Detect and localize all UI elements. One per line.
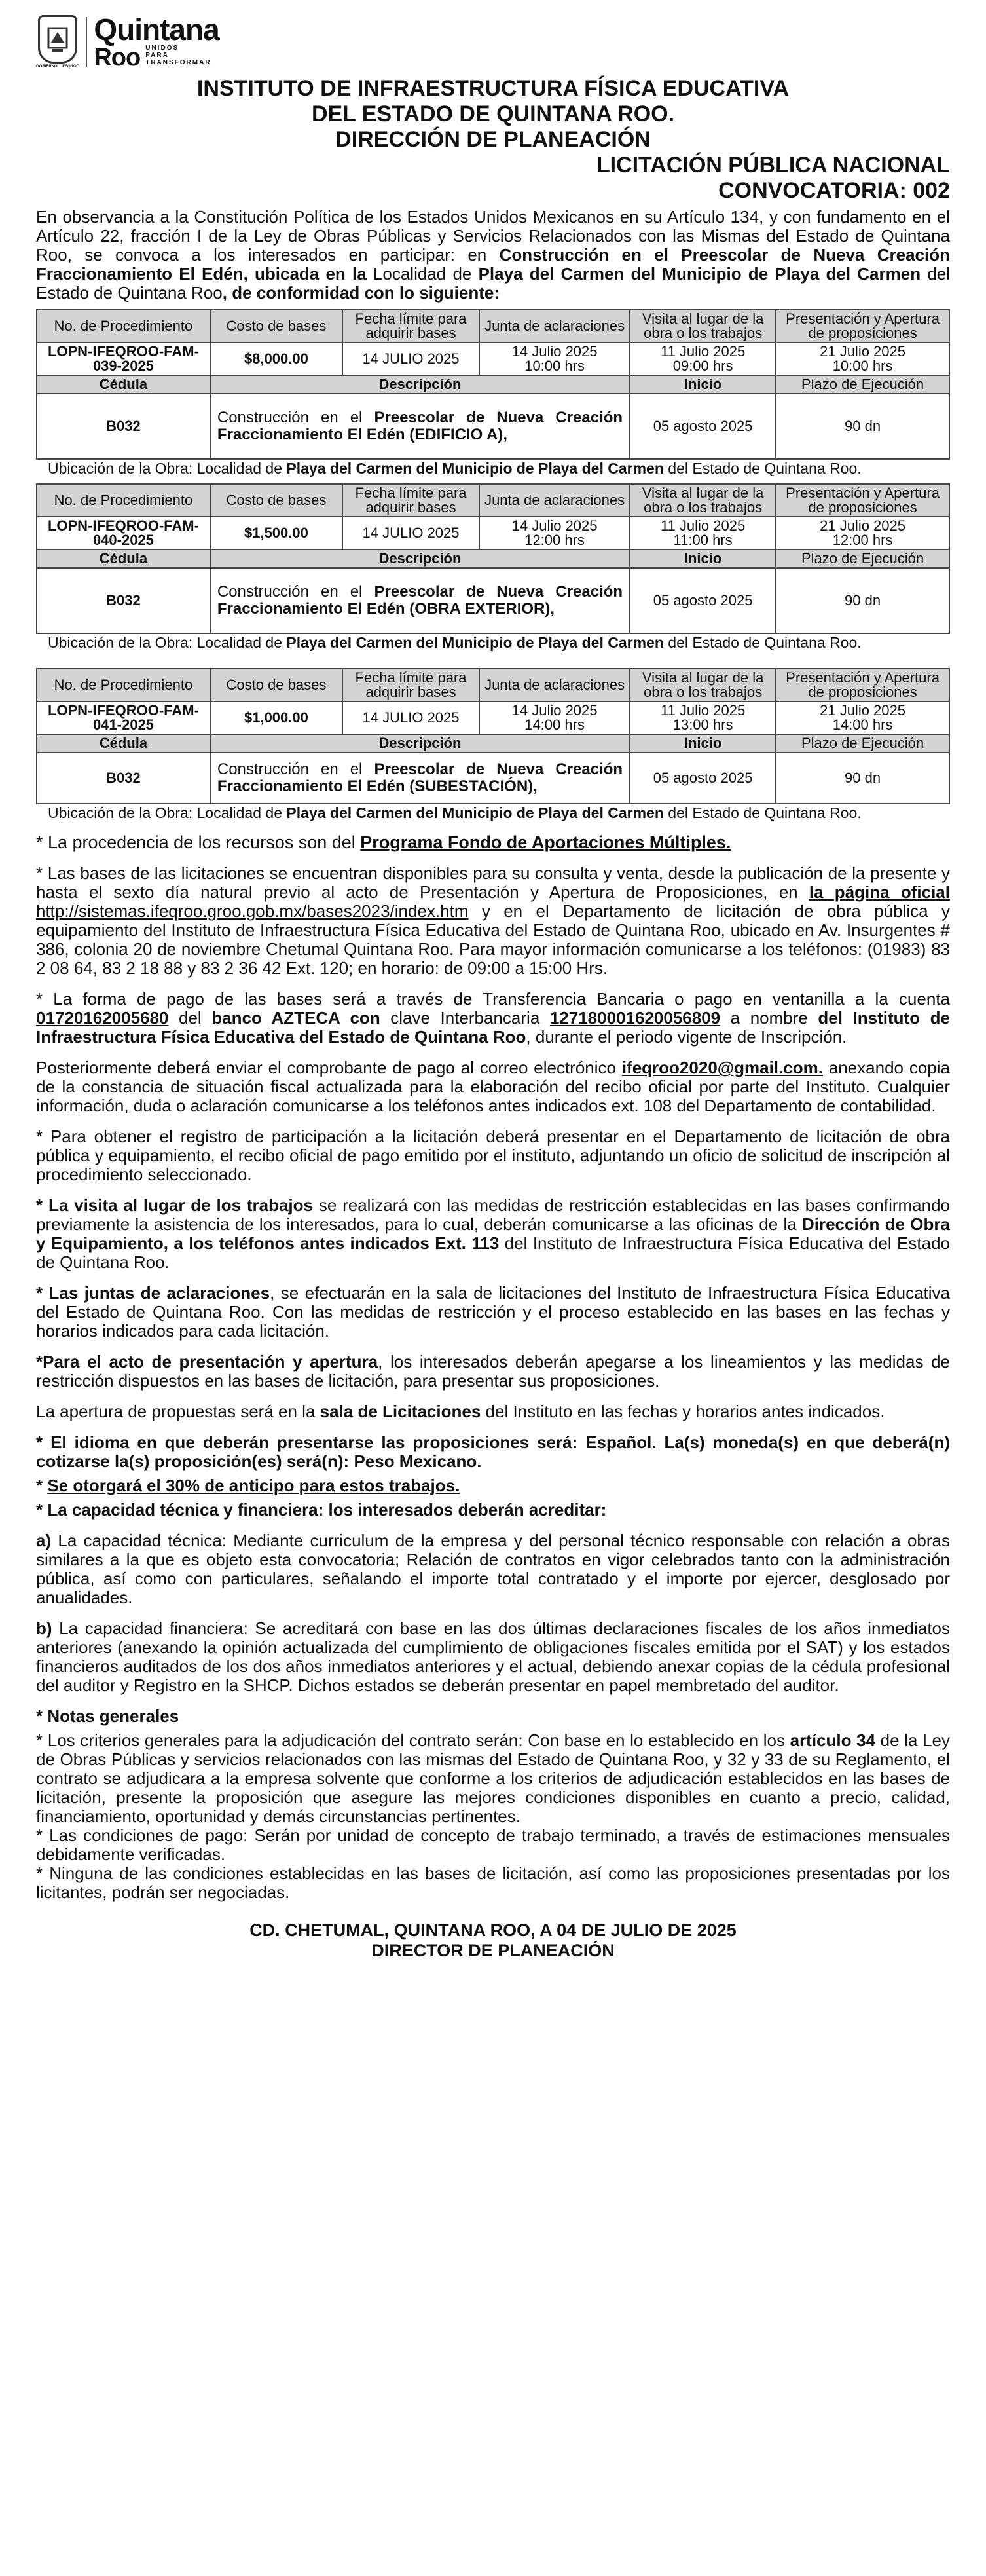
text-span: del Instituto de Infraestructura Física Educativa del Estado de Quintana Roo.	[36, 1233, 950, 1272]
forma-de-pago	[36, 990, 950, 1047]
text-span: del Estado de Quintana Roo.	[663, 460, 862, 477]
seal-caption-right: IFEQROO	[61, 65, 80, 69]
header-line-2: DEL ESTADO DE QUINTANA ROO.	[311, 102, 675, 126]
text-span: 14:00 hrs	[524, 717, 585, 733]
table-cell	[479, 343, 630, 375]
table-cell: Inicio	[630, 375, 776, 394]
text-span: Preescolar de Nueva Creación Fraccionamiento El Edén (OBRA EXTERIOR),	[217, 583, 623, 618]
text-span: Construcción en el	[217, 760, 374, 778]
text-span	[94, 45, 219, 70]
text-span: y en el Departamento de licitación de obra pública y equipamiento del Instituto de Infraestructura Física Educativa del Estado de Quintana Roo, ubicado en Av. Insurgentes # 386, colonia 20 de noviembre Chetumal Quintana Roo. Para mayor información comunicarse a los teléfonos: (01983) 83 2 08 64, 83 2 18 88 y 83 2 36 42 Ext. 120; en horario: de 09:00 a 15:00 Hrs.	[36, 901, 950, 978]
text-span: Posteriormente deberá enviar el comprobante de pago al correo electrónico	[36, 1058, 622, 1077]
table-cell: 05 agosto 2025	[630, 394, 776, 459]
licitacion-table-3	[36, 668, 950, 804]
text-span: * Para obtener el registro de participación a la licitación deberá presentar en el Departamento de licitación de obra pública y equipamiento, el recibo oficial de pago emitido por el instituto, adjuntando un oficio de solicitud de inscripción al procedimiento seleccionado.	[36, 1127, 950, 1184]
text-span: 13:00 hrs	[672, 717, 733, 733]
table-cell: Inicio	[630, 734, 776, 753]
intro-paragraph	[36, 208, 950, 303]
pagina-oficial-link[interactable]: la página oficial	[809, 882, 950, 902]
table-cell	[210, 394, 630, 459]
table-subheader-row	[37, 375, 949, 394]
text-span: anexando copia de la constancia de situación fiscal actualizada para la elaboración del recibo oficial por parte del Instituto. Cualquier información, duda o aclaración comunicarse a los teléfonos antes indicados ext. 108 del Departamento de contabilidad.	[36, 1058, 950, 1115]
table-cell: Inicio	[630, 550, 776, 568]
table-cell: 14 JULIO 2025	[342, 343, 479, 375]
text-span: Se otorgará el 30% de anticipo para estos trabajos.	[47, 1476, 460, 1495]
table-cell: Junta de aclaraciones	[479, 484, 630, 517]
bases-disponibles	[36, 864, 950, 978]
bases-url-link[interactable]: http://sistemas.ifeqroo.groo.gob.mx/bases2023/index.htm	[36, 901, 469, 921]
table-row	[37, 753, 949, 804]
text-span: Playa del Carmen del Municipio de Playa del Carmen	[286, 804, 664, 821]
anticipo	[36, 1476, 950, 1495]
text-span: En observancia a la Constitución Política de los Estados Unidos Mexicanos en su Artículo 134, y con fundamento en el Artículo 22, fracción I de la Ley de Obras Públicas y Servicios Relacionados con las Mismas del Estado de Quintana Roo, se convoca a los interesados en participar: en	[36, 207, 950, 265]
text-span: del Instituto en las fechas y horarios antes indicados.	[481, 1402, 885, 1421]
table-cell: No. de Procedimiento	[37, 310, 210, 343]
text-span: del Estado de Quintana Roo.	[663, 634, 862, 651]
table-cell	[630, 343, 776, 375]
comprobante-pago	[36, 1058, 950, 1115]
table-cell	[479, 517, 630, 550]
table-cell: $1,000.00	[210, 701, 342, 734]
notas-generales-title	[36, 1707, 950, 1726]
text-span: La capacidad financiera: Se acreditará con base en las dos últimas declaraciones fiscales de los años inmediatos anteriores (anexando la opinión actualizada del cumplimiento de obligaciones fiscales emitida por el SAT) y los estados financieros auditados de los dos años inmediatos anteriores y el actual, debiendo anexar copias de la cédula profesional del auditor y Registro en la SHCP. Dichos estados se deberán presentar en papel membretado del auditor.	[36, 1618, 950, 1695]
text-span: 11 Julio 2025	[660, 343, 746, 360]
text-span: 11 Julio 2025	[660, 702, 746, 719]
table-cell: No. de Procedimiento	[37, 669, 210, 701]
text-span: Programa Fondo de Aportaciones Múltiples.	[360, 832, 731, 852]
text-span: * Las bases de las licitaciones se encuentran disponibles para su consulta y venta, desde la publicación de la presente y hasta el sexto día natural previo al acto de Presentación y Apertura de Proposiciones, en	[36, 863, 950, 902]
text-span: 12:00 hrs	[832, 532, 893, 548]
text-span: La capacidad técnica: Mediante curriculum de la empresa y del personal técnico responsable con relación a obras similares a la que es objeto esta convocatoria; Relación de contratos en vigor celebrados tanto con la administración pública, así como con particulares, señalando el importe total contratado y el importe por ejercer, desglosado por anualidades.	[36, 1531, 950, 1607]
text-span: del Instituto de Infraestructura Física Educativa del Estado de Quintana Roo	[36, 1008, 950, 1047]
text-span: Construcción en el	[217, 409, 374, 426]
text-span: de la Ley de Obras Públicas y servicios relacionados con las mismas del Estado de Quintana Roo, y 32 y 33 de su Reglamento, el contrato se adjudicara a la empresa solvente que conforme a los criterios de adjudicación establecidos en las bases de licitación, presente la proposición que asegure las mejores condiciones disponibles en cuanto a precio, calidad, financiamiento, oportunidad y demás circunstancias pertinentes.	[36, 1730, 951, 1826]
text-span: Preescolar de Nueva Creación Fraccionamiento El Edén (EDIFICIO A),	[217, 409, 623, 443]
header-institute	[36, 76, 950, 153]
table-subheader-row	[37, 734, 949, 753]
text-span: 21 Julio 2025	[820, 702, 905, 719]
text-span: * Notas generales	[36, 1706, 179, 1726]
table-cell: Fecha límite para adquirir bases	[342, 484, 479, 517]
capacidad-header	[36, 1501, 950, 1520]
table-cell: 05 agosto 2025	[630, 568, 776, 633]
text-span: 10:00 hrs	[832, 358, 893, 374]
footer-signature	[36, 1920, 950, 1961]
table-cell: Junta de aclaraciones	[479, 669, 630, 701]
table-cell: B032	[37, 753, 210, 804]
text-span: a nombre	[720, 1008, 818, 1028]
table-cell: Costo de bases	[210, 669, 342, 701]
table-cell: 90 dn	[776, 394, 949, 459]
text-span: Ubicación de la Obra: Localidad de	[48, 804, 287, 821]
table-cell: Plazo de Ejecución	[776, 734, 949, 753]
table-header-row	[37, 669, 949, 701]
capacidad-financiera	[36, 1619, 950, 1695]
table-cell: Plazo de Ejecución	[776, 550, 949, 568]
table-row	[37, 394, 949, 459]
text-span: 14 Julio 2025	[511, 517, 598, 534]
table-cell	[210, 568, 630, 633]
table-cell: B032	[37, 568, 210, 633]
text-span: a)	[36, 1531, 52, 1550]
table-cell: Fecha límite para adquirir bases	[342, 310, 479, 343]
table-cell: Visita al lugar de la obra o los trabajos	[630, 484, 776, 517]
text-span: 01720162005680	[36, 1008, 169, 1028]
text-span: 14:00 hrs	[832, 717, 893, 733]
text-span: * Las condiciones de pago: Serán por unidad de concepto de trabajo terminado, a través de estimaciones mensuales debidamente verificadas.	[36, 1825, 950, 1864]
seal-group	[36, 15, 79, 69]
table-cell: Costo de bases	[210, 484, 342, 517]
text-span: * La visita al lugar de los trabajos	[36, 1195, 313, 1215]
seal-caption-left: GOBIERNO	[36, 65, 58, 69]
text-span: Construcción en el	[217, 583, 374, 601]
table-cell: Cédula	[37, 550, 210, 568]
text-span: del Estado de Quintana Roo	[36, 264, 951, 303]
email-link[interactable]: ifeqroo2020@gmail.com.	[621, 1058, 823, 1077]
text-span: 11 Julio 2025	[660, 517, 746, 534]
criterios-adjudicacion	[36, 1731, 950, 1826]
table-cell: No. de Procedimiento	[37, 484, 210, 517]
acto-presentacion	[36, 1353, 950, 1391]
ubicacion-obra-3	[36, 804, 950, 821]
text-span: Playa del Carmen del Municipio de Playa del Carmen	[286, 460, 664, 477]
text-span: Playa del Carmen del Municipio de Playa del Carmen	[478, 264, 921, 284]
text-span: 11:00 hrs	[673, 532, 733, 548]
table-row	[37, 517, 949, 550]
table-cell: Descripción	[210, 734, 630, 753]
condiciones-pago	[36, 1826, 950, 1864]
text-span: 12:00 hrs	[524, 532, 585, 548]
table-cell: Presentación y Apertura de proposiciones	[776, 484, 949, 517]
table-cell: 05 agosto 2025	[630, 753, 776, 804]
table-cell: Junta de aclaraciones	[479, 310, 630, 343]
licitacion-table-1	[36, 309, 950, 460]
visita-lugar	[36, 1196, 950, 1272]
text-span: * Las juntas de aclaraciones	[36, 1283, 270, 1303]
text-span: , los interesados deberán apegarse a los lineamientos y las medidas de restricción dispuestos en las bases de licitación, para presentar sus proposiciones.	[36, 1352, 950, 1391]
ubicacion-obra-2	[36, 634, 950, 651]
text-span: * La forma de pago de las bases será a través de Transferencia Bancaria o pago en ventanilla a la cuenta	[36, 989, 950, 1009]
text-span: * La capacidad técnica y financiera: los interesados deberán acreditar:	[36, 1500, 607, 1520]
text-span: 21 Julio 2025	[820, 517, 905, 534]
licitacion-table-2	[36, 483, 950, 634]
text-span: *Para el acto de presentación y apertura	[36, 1352, 378, 1372]
header-line-3: DIRECCIÓN DE PLANEACIÓN	[335, 127, 651, 152]
apertura-propuestas	[36, 1402, 950, 1421]
text-span: Construcción en el Preescolar de Nueva Creación Fraccionamiento El Edén, ubicada en la	[36, 245, 951, 284]
header-line-5: CONVOCATORIA: 002	[718, 178, 950, 203]
table-cell	[210, 753, 630, 804]
table-cell	[479, 701, 630, 734]
text-span: 10:00 hrs	[524, 358, 585, 374]
text-span: , de conformidad con lo siguiente:	[222, 283, 500, 303]
text-span: * La procedencia de los recursos son del	[36, 832, 361, 852]
table-cell	[776, 517, 949, 550]
text-span: * El idioma en que deberán presentarse las proposiciones será: Español. La(s) moneda(s) en que deberá(n) cotizarse la(s) proposición(es) será(n): Peso Mexicano.	[36, 1432, 950, 1471]
table-cell: LOPN-IFEQROO-FAM-039-2025	[37, 343, 210, 375]
state-seal-icon	[38, 15, 77, 64]
table-cell: Presentación y Apertura de proposiciones	[776, 310, 949, 343]
text-span: 14 Julio 2025	[511, 702, 598, 719]
logo-block	[36, 12, 950, 72]
table-cell: Presentación y Apertura de proposiciones	[776, 669, 949, 701]
text-span: Dirección de Obra y Equipamiento, a los teléfonos antes indicados Ext. 113	[36, 1214, 950, 1253]
text-span: del	[168, 1008, 212, 1028]
text-span: 09:00 hrs	[672, 358, 733, 374]
procedencia-recursos	[36, 833, 950, 852]
footer-signer: DIRECTOR DE PLANEACIÓN	[371, 1941, 615, 1960]
table-header-row	[37, 310, 949, 343]
table-row	[37, 568, 949, 633]
logo-divider	[86, 17, 87, 67]
table-header-row	[37, 484, 949, 517]
table-cell: 14 JULIO 2025	[342, 517, 479, 550]
table-cell: 90 dn	[776, 753, 949, 804]
table-cell: LOPN-IFEQROO-FAM-041-2025	[37, 701, 210, 734]
text-span: *	[36, 1476, 48, 1495]
table-cell: Visita al lugar de la obra o los trabajos	[630, 310, 776, 343]
footer-place-date: CD. CHETUMAL, QUINTANA ROO, A 04 DE JULIO DE 2025	[249, 1920, 737, 1940]
text-span: sala de Licitaciones	[320, 1402, 481, 1421]
registro-participacion	[36, 1127, 950, 1184]
brand-tagline: UNIDOS PARA TRANSFORMAR	[145, 44, 211, 66]
table-cell: Cédula	[37, 375, 210, 394]
table-cell: Visita al lugar de la obra o los trabajos	[630, 669, 776, 701]
text-span: , se efectuarán en la sala de licitaciones del Instituto de Infraestructura Física Educativa del Estado de Quintana Roo. Con las medidas de restricción y el proceso establecido en las bases en las fechas y horarios indicados para cada licitación.	[36, 1283, 951, 1341]
text-span: 14 Julio 2025	[511, 343, 598, 360]
text-span: del Estado de Quintana Roo.	[663, 804, 862, 821]
table-cell: 90 dn	[776, 568, 949, 633]
table-cell	[776, 701, 949, 734]
header-line-4: LICITACIÓN PÚBLICA NACIONAL	[596, 153, 950, 177]
text-span: Ubicación de la Obra: Localidad de	[48, 634, 287, 651]
table-cell: Fecha límite para adquirir bases	[342, 669, 479, 701]
idioma-moneda	[36, 1433, 950, 1471]
table-cell: $8,000.00	[210, 343, 342, 375]
table-row	[37, 343, 949, 375]
brand-line-2: Roo	[94, 43, 141, 71]
table-row	[37, 701, 949, 734]
table-cell	[630, 517, 776, 550]
text-span: se realizará con las medidas de restricción establecidas en las bases confirmando previamente la asistencia de los interesados, para lo cual, deberán comunicarse a las oficinas de la	[36, 1195, 950, 1234]
table-cell: Plazo de Ejecución	[776, 375, 949, 394]
table-cell: Descripción	[210, 550, 630, 568]
table-cell	[630, 701, 776, 734]
table-cell: B032	[37, 394, 210, 459]
text-span: Ubicación de la Obra: Localidad de	[48, 460, 287, 477]
table-cell: Cédula	[37, 734, 210, 753]
text-span: 21 Julio 2025	[820, 343, 905, 360]
header-line-1: INSTITUTO DE INFRAESTRUCTURA FÍSICA EDUCATIVA	[196, 76, 790, 101]
text-span: , durante el periodo vigente de Inscripción.	[526, 1027, 847, 1047]
text-span: banco AZTECA con	[211, 1008, 380, 1028]
no-negociacion	[36, 1864, 950, 1902]
text-span: artículo 34	[790, 1730, 876, 1750]
ubicacion-obra-1	[36, 460, 950, 477]
brand-wordmark	[94, 14, 219, 70]
juntas-aclaraciones	[36, 1284, 950, 1341]
table-cell: $1,500.00	[210, 517, 342, 550]
table-cell: 14 JULIO 2025	[342, 701, 479, 734]
text-span: Preescolar de Nueva Creación Fraccionamiento El Edén (SUBESTACIÓN),	[217, 760, 623, 795]
brand-line-1: Quintana	[94, 12, 219, 47]
header-licitacion	[36, 153, 950, 204]
table-subheader-row	[37, 550, 949, 568]
text-span: 127180001620056809	[549, 1008, 721, 1028]
text-span: * Los criterios generales para la adjudicación del contrato serán: Con base en lo establecido en los	[36, 1730, 790, 1750]
table-cell	[776, 343, 949, 375]
table-cell: LOPN-IFEQROO-FAM-040-2025	[37, 517, 210, 550]
table-cell: Costo de bases	[210, 310, 342, 343]
text-span: * Ninguna de las condiciones establecidas en las bases de licitación, así como las proposiciones presentadas por los licitantes, podrán ser negociadas.	[36, 1863, 950, 1902]
text-span: La apertura de propuestas será en la	[36, 1402, 320, 1421]
text-span: clave Interbancaria	[380, 1008, 550, 1028]
table-cell: Descripción	[210, 375, 630, 394]
text-span: b)	[36, 1618, 52, 1638]
text-span: Playa del Carmen del Municipio de Playa del Carmen	[286, 634, 664, 651]
text-span: Localidad de	[366, 264, 479, 284]
capacidad-tecnica	[36, 1531, 950, 1607]
